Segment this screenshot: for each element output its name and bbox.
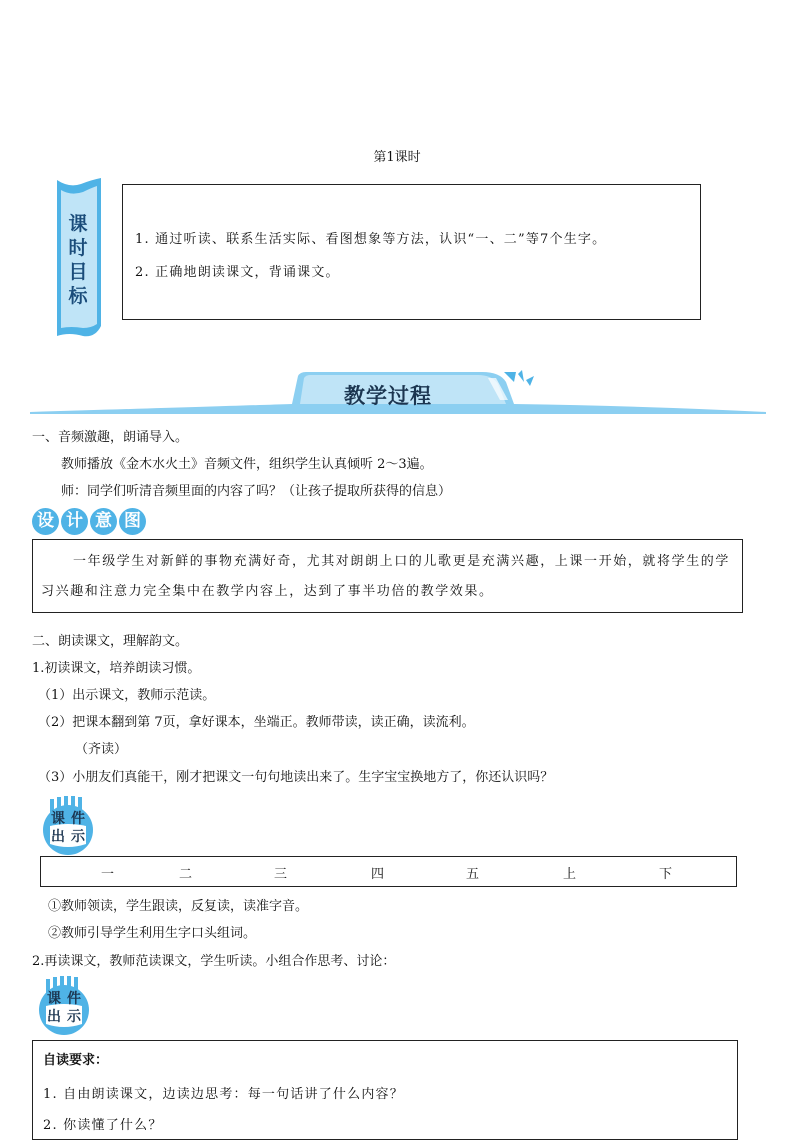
courseware-badge	[38, 796, 98, 856]
character-cell: 五	[466, 867, 480, 882]
character-cell: 四	[371, 867, 385, 882]
objective-item: 2. 正确地朗读课文，背诵课文。	[135, 265, 340, 280]
section2-step: （2）把课本翻到第 7页，拿好课本，坐端正。教师带读，读正确，读流利。	[38, 715, 475, 730]
objective-item: 1. 通过听读、联系生活实际、看图想象等方法，认识“一、二”等7个生字。	[135, 232, 607, 247]
section2-step: （1）出示课文，教师示范读。	[38, 688, 216, 703]
reading-requirement-item: 2. 你读懂了什么？	[43, 1118, 163, 1133]
section2-heading: 二、朗读课文，理解韵文。	[32, 634, 189, 649]
process-banner	[30, 370, 766, 414]
reading-requirements-title: 自读要求：	[43, 1053, 109, 1068]
design-intent-char: 意	[90, 508, 117, 535]
design-intent-char: 图	[119, 508, 146, 535]
design-intent-box	[32, 539, 743, 613]
section2-subheading: 1.初读课文，培养朗读习惯。	[32, 661, 201, 676]
section1-line: 师：同学们听清音频里面的内容了吗？（让孩子提取所获得的信息）	[61, 484, 452, 499]
character-cell: 下	[659, 867, 673, 882]
section2-subheading: 2.再读课文，教师范读课文，学生听读。小组合作思考、讨论：	[32, 954, 396, 969]
process-banner-title: 教学过程	[344, 384, 432, 408]
courseware-badge	[34, 976, 94, 1036]
section2-note: ②教师引导学生利用生字口头组词。	[48, 926, 257, 941]
character-cell: 二	[179, 867, 193, 882]
character-table	[40, 856, 737, 887]
courseware-badge-line2: 出示	[51, 829, 91, 845]
character-cell: 上	[563, 867, 577, 882]
courseware-badge-line1: 课件	[47, 991, 87, 1007]
character-cell: 三	[274, 867, 288, 882]
objectives-tab-char: 目	[68, 261, 88, 283]
lesson-number: 第1课时	[373, 150, 421, 165]
objectives-tab-label	[64, 212, 92, 308]
objectives-tab-char: 课	[68, 213, 88, 235]
design-intent-char: 计	[61, 508, 88, 535]
objectives-tab	[55, 176, 101, 338]
reading-requirements-box	[32, 1040, 738, 1140]
objectives-box	[122, 184, 701, 320]
courseware-badge-line1: 课件	[51, 811, 91, 827]
character-cell: 一	[101, 867, 115, 882]
section1-line: 教师播放《金木水火土》音频文件，组织学生认真倾听 2～3遍。	[61, 457, 433, 472]
objectives-tab-char: 标	[68, 285, 88, 307]
design-intent-text: 一年级学生对新鲜的事物充满好奇，尤其对朗朗上口的儿歌更是充满兴趣，上课一开始，就将学生的学习兴趣和注意力完全集中在教学内容上，达到了事半功倍的教学效果。	[41, 554, 731, 599]
design-intent-char: 设	[32, 508, 59, 535]
reading-requirement-item: 1. 自由朗读课文，边读边思考：每一句话讲了什么内容？	[43, 1087, 404, 1102]
section2-note: ①教师领读，学生跟读，反复读，读准字音。	[48, 899, 309, 914]
courseware-badge-line2: 出示	[47, 1009, 87, 1025]
objectives-tab-char: 时	[68, 237, 88, 259]
section1-heading: 一、音频激趣，朗诵导入。	[32, 430, 189, 445]
section2-step: （3）小朋友们真能干，刚才把课文一句句地读出来了。生字宝宝换地方了，你还认识吗？	[38, 770, 554, 785]
design-intent-label	[32, 508, 150, 536]
section2-step: （齐读）	[75, 742, 128, 757]
